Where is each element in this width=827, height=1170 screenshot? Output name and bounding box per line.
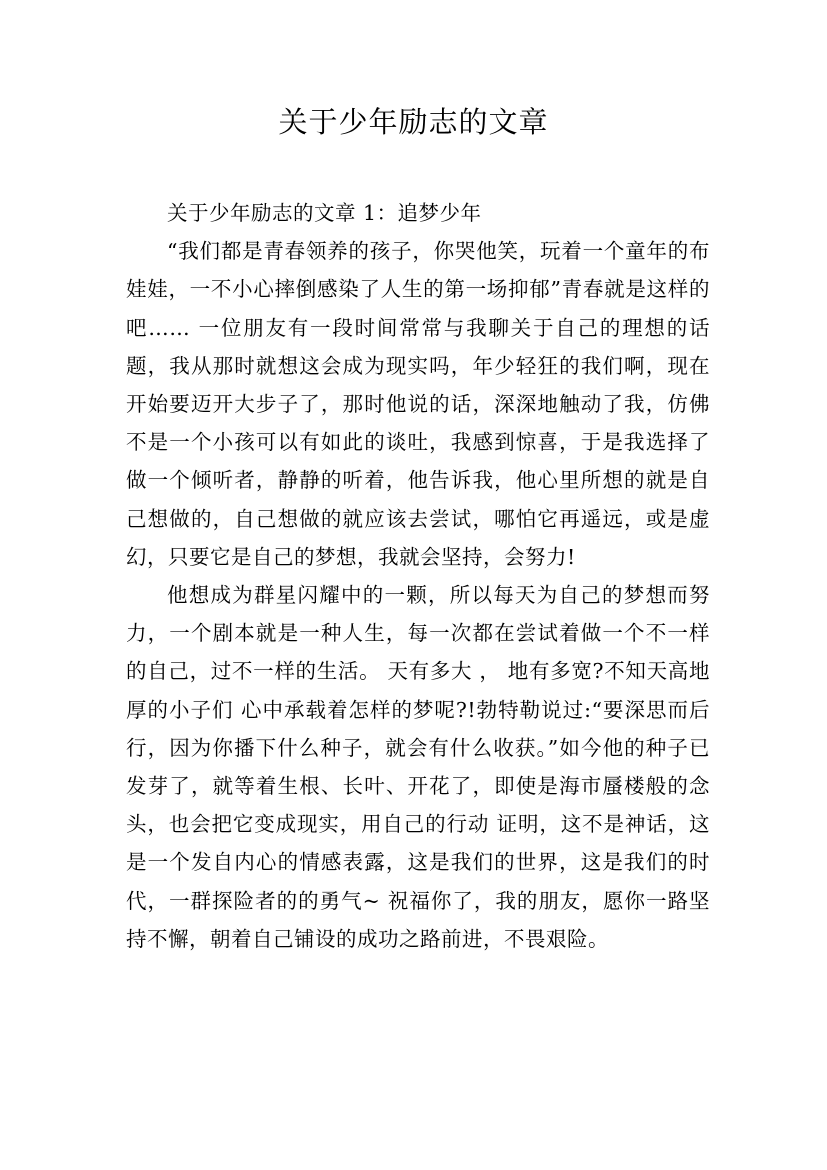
paragraph-2: 他想成为群星闪耀中的一颗，所以每天为自己的梦想而努力，一个剧本就是一种人生，每一次都在尝试着做一个不一样的自己，过不一样的生活。 天有多大 ， 地有多宽?不知天高地厚的小子们 心中承载着怎样的梦呢?!勃特勒说过:“要深思而后行，因为你播下什么种子，就会有什么收获。”如今他的种子已发芽了，就等着生根、长叶、开花了，即使是海市蜃楼般的念头，也会把它变成现实，用自己的行动 证明，这不是神话，这是一个发自内心的情感表露，这是我们的世界，这是我们的时代，一群探险者的的勇气~ 祝福你了，我的朋友，愿你一路坚持不懈，朝着自己铺设的成功之路前进，不畏艰险。 — [126, 583, 710, 951]
document-title: 关于少年励志的文章 — [278, 105, 549, 139]
section-heading: 关于少年励志的文章 1：追梦少年 — [167, 201, 482, 225]
document-body — [126, 194, 710, 958]
paragraph-1: “我们都是青春领养的孩子，你哭他笑，玩着一个童年的布娃娃，一不小心摔倒感染了人生的第一场抑郁”青春就是这样的吧…… 一位朋友有一段时间常常与我聊关于自己的理想的话题，我从那时就想这会成为现实吗，年少轻狂的我们啊，现在开始要迈开大步子了，那时他说的话，深深地触动了我，仿佛不是一个小孩可以有如此的谈吐，我感到惊喜，于是我选择了做一个倾听者，静静的听着，他告诉我，他心里所想的就是自己想做的，自己想做的就应该去尝试，哪怕它再遥远，或是虚幻，只要它是自己的梦想，我就会坚持，会努力! — [126, 239, 710, 569]
